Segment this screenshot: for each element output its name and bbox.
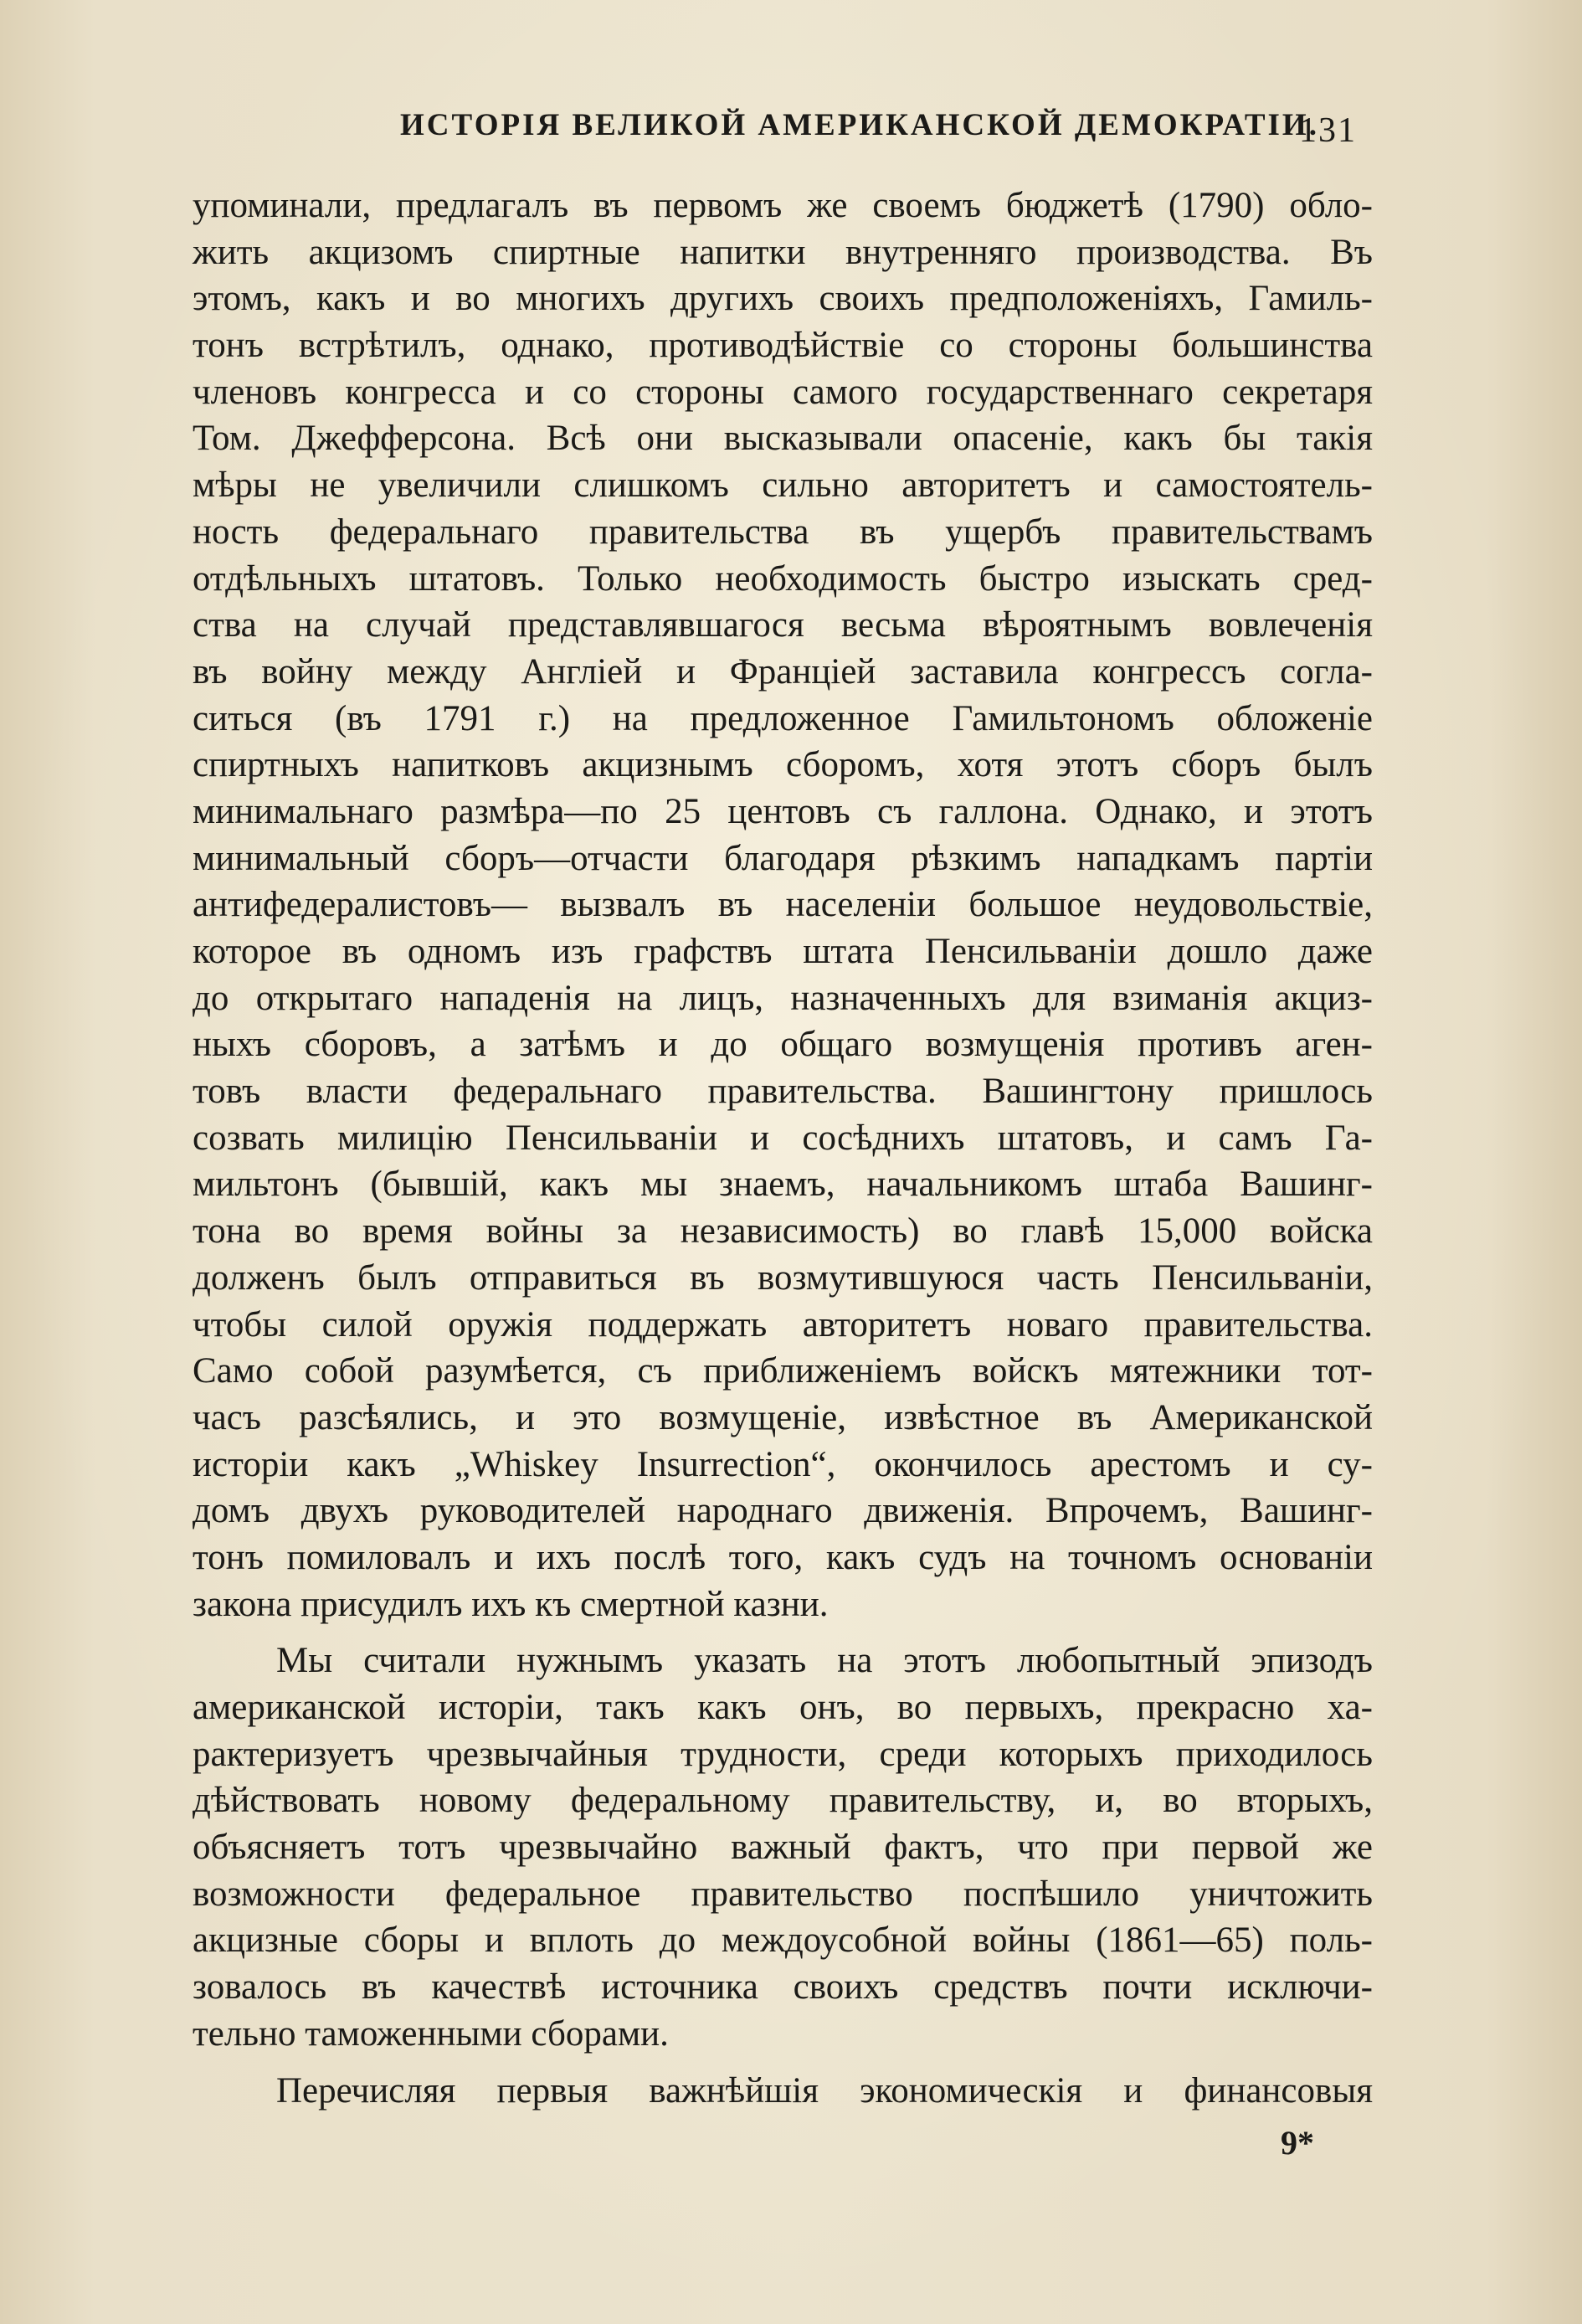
text-line: которое въ одномъ изъ графствъ штата Пенсильваніи дошло даже <box>193 932 1373 971</box>
text-line: жить акцизомъ спиртные напитки внутренняго производства. Въ <box>193 232 1373 272</box>
text-line: ства на случай представлявшагося весьма вѣроятнымъ вовлеченія <box>193 605 1373 645</box>
text-line: акцизные сборы и вплоть до междоусобной войны (1861—65) поль- <box>193 1920 1373 1961</box>
text-line: зовалось въ качествѣ источника своихъ средствъ почти исключи- <box>193 1967 1373 2008</box>
text-line: рактеризуетъ чрезвычайныя трудности, среди которыхъ приходилось <box>193 1734 1373 1774</box>
text-line: ность федеральнаго правительства въ ущербъ правительствамъ <box>193 512 1373 552</box>
text-line: долженъ былъ отправиться въ возмутившуюся часть Пенсильваніи, <box>193 1257 1373 1298</box>
text-line: минимальнаго размѣра—по 25 центовъ съ галлона. Однако, и этотъ <box>193 791 1373 831</box>
text-line: Мы считали нужнымъ указать на этотъ любопытный эпизодъ <box>276 1641 1373 1681</box>
text-line: Перечисляя первыя важнѣйшія экономическія и финансовыя <box>276 2070 1373 2111</box>
text-line: тонъ встрѣтилъ, однако, противодѣйствіе со стороны большинства <box>193 326 1373 366</box>
paragraph-2 <box>193 1638 1373 2057</box>
text-line: ситься (въ 1791 г.) на предложенное Гамильтономъ обложеніе <box>193 698 1373 738</box>
text-line: мѣры не увеличили слишкомъ сильно авторитетъ и самостоятель- <box>193 465 1373 506</box>
text-line: тонъ помиловалъ и ихъ послѣ того, какъ судъ на точномъ основаніи <box>193 1537 1373 1577</box>
text-line: отдѣльныхъ штатовъ. Только необходимость быстро изыскать сред- <box>193 558 1373 599</box>
text-line: товъ власти федеральнаго правительства. Вашингтону пришлось <box>193 1072 1373 1112</box>
text-line: чтобы силой оружія поддержать авторитетъ новаго правительства. <box>193 1304 1373 1345</box>
paragraph-1 <box>193 183 1373 1627</box>
text-line: спиртныхъ напитковъ акцизнымъ сборомъ, хотя этотъ сборъ былъ <box>193 745 1373 785</box>
text-line: созвать милицію Пенсильваніи и сосѣднихъ штатовъ, и самъ Га- <box>193 1118 1373 1158</box>
text-line: въ войну между Англіей и Франціей заставила конгрессъ согла- <box>193 651 1373 692</box>
paragraph-gap <box>193 2058 1373 2068</box>
text-line: до открытаго нападенія на лицъ, назначенныхъ для взиманія акциз- <box>193 978 1373 1018</box>
text-line: объясняетъ тотъ чрезвычайно важный фактъ, что при первой же <box>193 1828 1373 1868</box>
text-line: антифедералистовъ— вызвалъ въ населеніи большое неудовольствіе, <box>193 885 1373 925</box>
text-line: ныхъ сборовъ, а затѣмъ и до общаго возмущенія противъ аген- <box>193 1025 1373 1065</box>
text-line: тельно таможенными сборами. <box>193 2013 669 2054</box>
body-text <box>193 183 1373 2114</box>
text-line: мильтонъ (бывшій, какъ мы знаемъ, начальникомъ штаба Вашинг- <box>193 1165 1373 1205</box>
text-line: этомъ, какъ и во многихъ другихъ своихъ предположеніяхъ, Гамиль- <box>193 279 1373 319</box>
text-line: тона во время войны за независимость) во главѣ 15,000 войска <box>193 1211 1373 1252</box>
text-line: домъ двухъ руководителей народнаго движенія. Впрочемъ, Вашинг- <box>193 1491 1373 1531</box>
text-line: Том. Джефферсона. Всѣ они высказывали опасеніе, какъ бы такія <box>193 419 1373 459</box>
paragraph-gap <box>193 1627 1373 1638</box>
text-line: минимальный сборъ—отчасти благодаря рѣзкимъ нападкамъ партіи <box>193 838 1373 878</box>
text-line: дѣйствовать новому федеральному правительству, и, во вторыхъ, <box>193 1781 1373 1821</box>
text-line: возможности федеральное правительство поспѣшило уничтожить <box>193 1874 1373 1914</box>
text-line: упоминали, предлагалъ въ первомъ же своемъ бюджетѣ (1790) обло- <box>193 186 1373 225</box>
text-line: исторіи какъ „Whiskey Insurrection“, окончилось арестомъ и су- <box>193 1444 1373 1484</box>
text-line: членовъ конгресса и со стороны самого государственнаго секретаря <box>193 372 1373 412</box>
text-line: часъ разсѣялись, и это возмущеніе, извѣстное въ Американской <box>193 1397 1373 1437</box>
signature-mark: 9* <box>1281 2124 1314 2162</box>
paragraph-3 <box>193 2068 1373 2115</box>
running-head-title: ИСТОРІЯ ВЕЛИКОЙ АМЕРИКАНСКОЙ ДЕМОКРАТІИ. <box>400 108 1319 142</box>
text-line: закона присудилъ ихъ къ смертной казни. <box>193 1584 829 1624</box>
text-line: американской исторіи, такъ какъ онъ, во первыхъ, прекрасно ха- <box>193 1688 1373 1727</box>
page-number: 131 <box>1299 111 1357 150</box>
text-line: Само собой разумѣется, съ приближеніемъ войскъ мятежники тот- <box>193 1351 1373 1391</box>
